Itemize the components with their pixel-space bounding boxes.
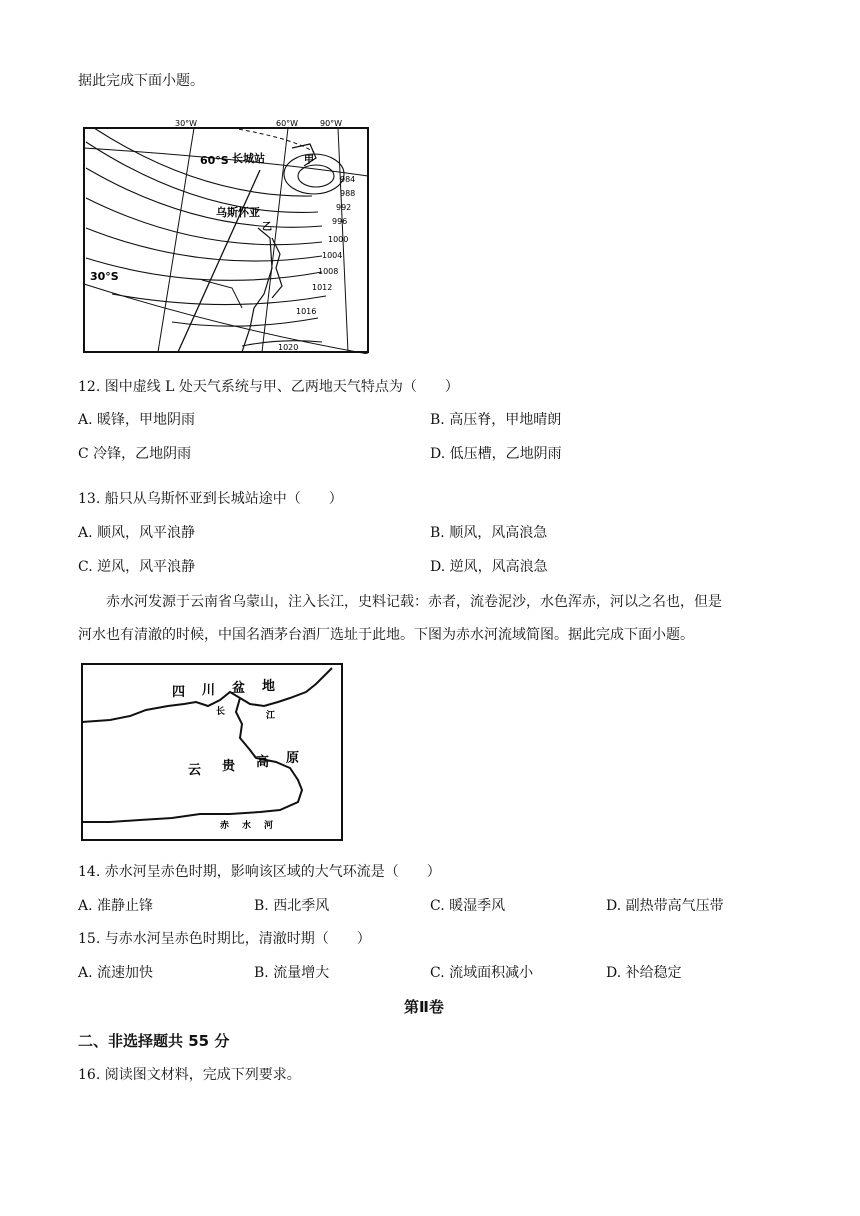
q13-option-a: A. 顺风，风平浪静 xyxy=(78,525,196,541)
q12-option-c: C 冷锋，乙地阴雨 xyxy=(78,446,192,462)
svg-text:长: 长 xyxy=(216,707,226,717)
intro-text: 据此完成下面小题。 xyxy=(78,73,204,89)
q15-option-c: C. 流域面积减小 xyxy=(430,965,534,981)
svg-text:河: 河 xyxy=(264,821,274,831)
svg-text:1000: 1000 xyxy=(328,235,349,244)
svg-text:盆: 盆 xyxy=(232,681,246,696)
lon-label-30w: 30°W xyxy=(175,119,198,128)
svg-text:高: 高 xyxy=(256,755,270,770)
q15-stem: 15. 与赤水河呈赤色时期比，清澈时期（ ） xyxy=(78,931,371,947)
part-2-title: 第Ⅱ卷 xyxy=(404,998,444,1016)
weather-map-figure xyxy=(82,118,372,354)
passage-line-2: 河水也有清澈的时候，中国名酒茅台酒厂选址于此地。下图为赤水河流域简图。据此完成下面小题。 xyxy=(78,627,694,643)
chishui-river-map-figure xyxy=(80,662,344,842)
q14-stem: 14. 赤水河呈赤色时期，影响该区域的大气环流是（ ） xyxy=(78,864,441,880)
q12-stem: 12. 图中虚线 L 处天气系统与甲、乙两地天气特点为（ ） xyxy=(78,379,459,395)
lat-label-60s: 60°S xyxy=(200,154,229,167)
q12-option-d: D. 低压槽，乙地阴雨 xyxy=(430,446,562,462)
place-ushuaia: 乌斯怀亚 xyxy=(216,206,260,219)
q13-option-c: C. 逆风，风平浪静 xyxy=(78,559,196,575)
q15-option-b: B. 流量增大 xyxy=(254,965,330,981)
q12-option-a: A. 暖锋，甲地阴雨 xyxy=(78,412,196,428)
svg-text:1020: 1020 xyxy=(278,343,299,352)
q12-option-b: B. 高压脊，甲地晴朗 xyxy=(430,412,562,428)
q14-option-b: B. 西北季风 xyxy=(254,898,330,914)
lon-label-60w: 60°W xyxy=(276,119,299,128)
svg-text:1008: 1008 xyxy=(318,267,339,276)
lat-label-30s: 30°S xyxy=(90,270,119,283)
q13-option-b: B. 顺风，风高浪急 xyxy=(430,525,548,541)
section-2-heading: 二、非选择题共 55 分 xyxy=(78,1032,230,1050)
q14-option-a: A. 准静止锋 xyxy=(78,898,154,914)
place-jia: 甲 xyxy=(304,155,314,166)
q16-stem: 16. 阅读图文材料，完成下列要求。 xyxy=(78,1067,301,1083)
q15-option-d: D. 补给稳定 xyxy=(606,965,682,981)
svg-text:992: 992 xyxy=(336,203,352,212)
svg-text:赤: 赤 xyxy=(220,821,230,831)
q14-option-d: D. 副热带高气压带 xyxy=(606,898,724,914)
svg-text:原: 原 xyxy=(286,751,300,766)
svg-text:江: 江 xyxy=(266,711,276,721)
lon-label-90w: 90°W xyxy=(320,119,343,128)
svg-text:988: 988 xyxy=(340,189,356,198)
place-changcheng: 长城站 xyxy=(232,152,265,165)
svg-text:1004: 1004 xyxy=(322,251,343,260)
svg-text:1012: 1012 xyxy=(312,283,333,292)
svg-text:云: 云 xyxy=(188,763,202,778)
svg-text:四: 四 xyxy=(172,685,186,700)
svg-text:984: 984 xyxy=(340,175,356,184)
q14-option-c: C. 暖湿季风 xyxy=(430,898,506,914)
place-yi: 乙 xyxy=(262,222,272,233)
svg-text:水: 水 xyxy=(242,821,252,831)
q13-option-d: D. 逆风，风高浪急 xyxy=(430,559,548,575)
svg-text:川: 川 xyxy=(202,683,216,698)
passage-line-1: 赤水河发源于云南省乌蒙山，注入长江，史料记载：赤者，流卷泥沙，水色浑赤，河以之名也，但是 xyxy=(106,594,722,610)
svg-text:地: 地 xyxy=(262,679,276,694)
q13-stem: 13. 船只从乌斯怀亚到长城站途中（ ） xyxy=(78,491,343,507)
svg-text:996: 996 xyxy=(332,217,348,226)
q15-option-a: A. 流速加快 xyxy=(78,965,154,981)
svg-text:贵: 贵 xyxy=(222,759,236,774)
svg-text:1016: 1016 xyxy=(296,307,317,316)
